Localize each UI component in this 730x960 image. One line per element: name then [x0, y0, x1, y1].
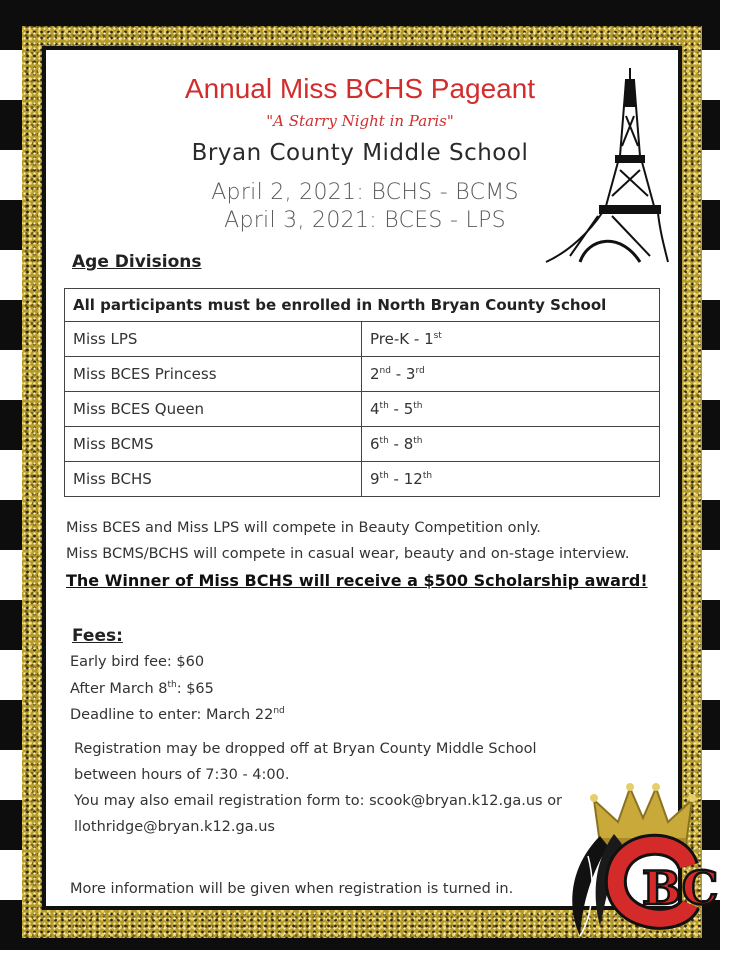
- more-info-note: More information will be given when registration is turned in.: [70, 881, 514, 897]
- fees-heading: Fees:: [72, 626, 123, 646]
- table-row: [65, 392, 660, 427]
- division-name: Miss BCES Princess: [65, 357, 362, 392]
- division-grades: 2nd - 3rd: [362, 357, 660, 392]
- late-fee: After March 8th: $65: [70, 680, 214, 697]
- table-row: [65, 357, 660, 392]
- event-date-1: April 2, 2021: BCHS - BCMS: [211, 180, 519, 205]
- svg-text:BC: BC: [642, 861, 719, 915]
- bc-logo: [560, 826, 719, 942]
- competition-note-1: Miss BCES and Miss LPS will compete in Beauty Competition only.: [66, 520, 541, 536]
- table-row: [65, 322, 660, 357]
- deadline: Deadline to enter: March 22nd: [70, 706, 285, 723]
- table-row: [65, 462, 660, 497]
- division-name: Miss BCMS: [65, 427, 362, 462]
- division-grades: Pre-K - 1st: [362, 322, 660, 357]
- flyer-subtitle: "A Starry Night in Paris": [266, 112, 454, 130]
- age-divisions-heading: Age Divisions: [72, 252, 202, 272]
- division-grades: 6th - 8th: [362, 427, 660, 462]
- registration-email: You may also email registration form to: scook@bryan.k12.ga.us or llothridge@bryan.k12.ga.us: [74, 793, 563, 835]
- division-name: Miss LPS: [65, 322, 362, 357]
- early-bird-fee: Early bird fee: $60: [70, 654, 205, 670]
- eiffel-tower-icon: [540, 66, 670, 266]
- scholarship-award: The Winner of Miss BCHS will receive a $500 Scholarship award!: [66, 571, 648, 590]
- registration-info: [74, 736, 594, 840]
- division-grades: 4th - 5th: [362, 392, 660, 427]
- table-row: [65, 289, 660, 322]
- registration-dropoff: Registration may be dropped off at Bryan County Middle School between hours of 7:30 - 4:00.: [74, 741, 537, 783]
- school-name: Bryan County Middle School: [191, 140, 529, 166]
- age-divisions-table: [64, 288, 660, 497]
- enrollment-note: All participants must be enrolled in North Bryan County School: [65, 289, 660, 322]
- division-name: Miss BCHS: [65, 462, 362, 497]
- flyer-title: Annual Miss BCHS Pageant: [184, 73, 536, 104]
- event-date-2: April 3, 2021: BCES - LPS: [224, 208, 506, 233]
- competition-note-2: Miss BCMS/BCHS will compete in casual wear, beauty and on-stage interview.: [66, 546, 630, 562]
- division-grades: 9th - 12th: [362, 462, 660, 497]
- table-row: [65, 427, 660, 462]
- division-name: Miss BCES Queen: [65, 392, 362, 427]
